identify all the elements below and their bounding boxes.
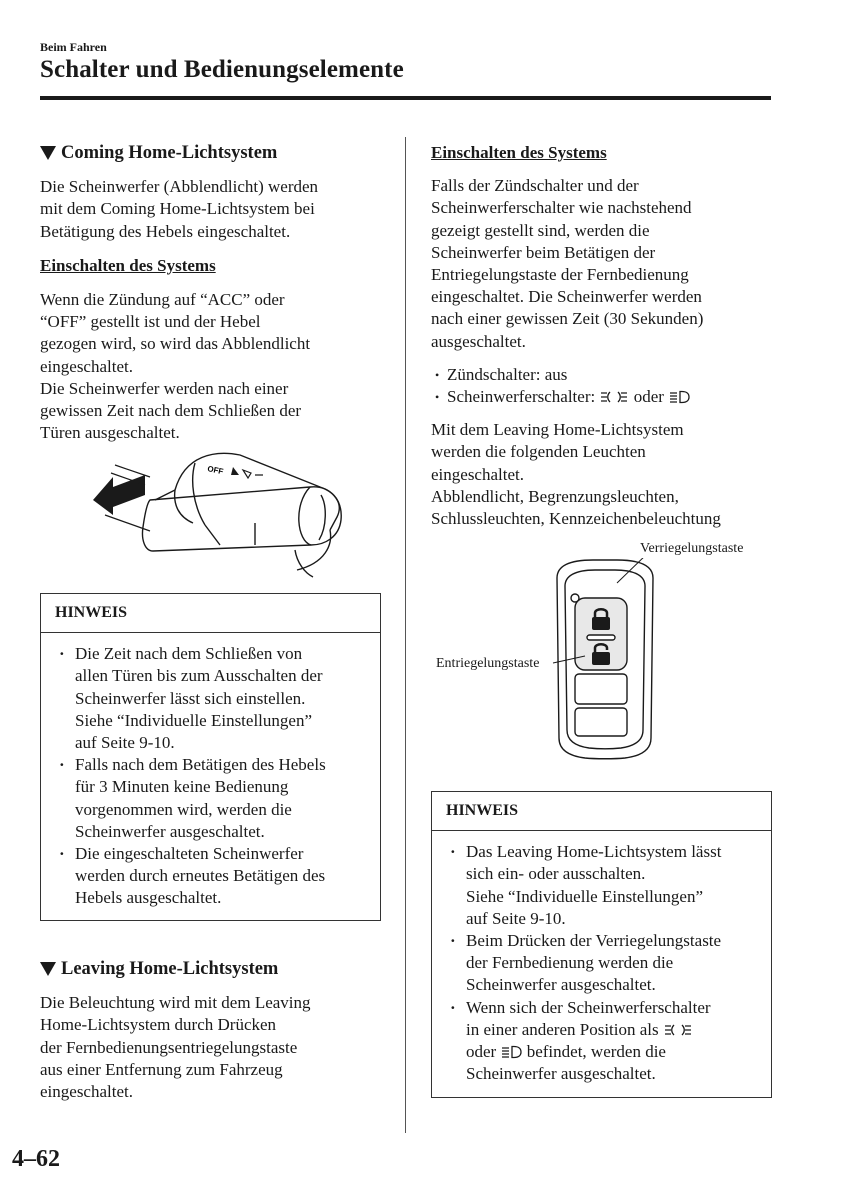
list-item [59, 754, 370, 843]
text-line: mit dem Coming Home-Lichtsystem bei [40, 199, 315, 219]
right-body [431, 175, 776, 353]
text-line: Scheinwerfer ausgeschaltet. [466, 975, 656, 995]
text-line: gezogen wird, so wird das Abblendlicht [40, 334, 311, 354]
triangle-bullet-icon [40, 146, 56, 160]
text-line: Wenn sich der Scheinwerferschalter [466, 997, 711, 1017]
lever-off-label: OFF [206, 464, 225, 477]
leaving-home-heading-text: Leaving Home-Lichtsystem [61, 959, 279, 979]
text-line: Schlussleuchten, Kennzeichenbeleuchtung [431, 509, 721, 529]
text-line: Scheinwerfer lässt sich einstellen. [75, 688, 306, 708]
list-item [435, 386, 776, 408]
text-line: Hebels ausgeschaltet. [75, 888, 222, 908]
triangle-bullet-icon [40, 962, 56, 976]
leaving-home-heading [40, 958, 385, 980]
text-line: werden durch erneutes Betätigen des [75, 866, 326, 886]
text-line: eingeschaltet. [40, 1082, 133, 1102]
text-line: Das Leaving Home-Lichtsystem lässt [466, 842, 722, 862]
hinweis-heading: HINWEIS [432, 792, 771, 831]
coming-home-intro [40, 176, 385, 243]
text-line: Mit dem Leaving Home-Lichtsystem [431, 420, 684, 440]
coming-home-heading-text: Coming Home-Lichtsystem [61, 143, 278, 163]
text-line: oder [633, 387, 664, 407]
hinweis-heading: HINWEIS [41, 594, 380, 633]
text-line: Die Scheinwerfer werden nach einer [40, 378, 289, 398]
text-line: auf Seite 9-10. [466, 908, 566, 928]
text-line: ausgeschaltet. [431, 331, 526, 351]
text-line: gezeigt gestellt sind, werden die [431, 220, 650, 240]
parking-light-icon [663, 1023, 693, 1037]
text-line: auf Seite 9-10. [75, 733, 175, 753]
text-line: aus einer Entfernung zum Fahrzeug [40, 1059, 283, 1079]
text-line: Die Beleuchtung wird mit dem Leaving [40, 993, 311, 1013]
list-item [450, 930, 761, 997]
text-line: für 3 Minuten keine Bedienung [75, 777, 289, 797]
text-line: gewissen Zeit nach dem Schließen der [40, 401, 302, 421]
text-line: eingeschaltet. [431, 464, 524, 484]
list-item [450, 997, 761, 1086]
text-line: allen Türen bis zum Ausschalten der [75, 666, 323, 686]
right-column [431, 142, 776, 530]
text-line: Scheinwerfer ausgeschaltet. [466, 1064, 656, 1084]
parking-light-icon [599, 390, 629, 404]
text-line: Siehe “Individuelle Einstellungen” [466, 886, 703, 906]
text-line: in einer anderen Position als [466, 1019, 659, 1039]
text-line: Home-Lichtsystem durch Drücken [40, 1015, 277, 1035]
title-rule [40, 96, 771, 100]
lock-button-callout: Verriegelungstaste [640, 541, 744, 556]
text-line: Scheinwerferschalter wie nachstehend [431, 198, 692, 218]
text-line: Scheinwerferschalter: [447, 387, 596, 407]
text-line: Die Zeit nach dem Schließen von [75, 644, 303, 664]
text-line: oder [466, 1042, 497, 1062]
page-title: Schalter und Bedienungselemente [40, 56, 404, 83]
list-item [59, 843, 370, 910]
text-line: “OFF” gestellt ist und der Hebel [40, 312, 261, 332]
text-line: sich ein- oder ausschalten. [466, 864, 646, 884]
text-line: Abblendlicht, Begrenzungsleuchten, [431, 486, 679, 506]
text-line: der Fernbedienungsentriegelungstaste [40, 1037, 298, 1057]
text-line: eingeschaltet. [40, 356, 133, 376]
text-line: vorgenommen wird, werden die [75, 799, 292, 819]
pull-arrow-icon [93, 475, 145, 515]
left-hinweis-box [40, 593, 381, 921]
text-line: Betätigung des Hebels eingeschaltet. [40, 221, 291, 241]
list-item: • Zündschalter: aus [435, 364, 776, 386]
light-lever-illustration [75, 445, 355, 580]
text-line: befindet, werden die [526, 1042, 666, 1062]
leaving-home-body [40, 992, 385, 1103]
text-line: werden die folgenden Leuchten [431, 442, 646, 462]
right-body-2 [431, 419, 776, 530]
text-line: Beim Drücken der Verriegelungstaste [466, 931, 722, 951]
condition-list [431, 364, 776, 408]
unlock-button-callout: Entriegelungstaste [436, 656, 540, 671]
text-line: Falls nach dem Betätigen des Hebels [75, 755, 326, 775]
text-line: Wenn die Zündung auf “ACC” oder [40, 290, 285, 310]
section-label: Beim Fahren [40, 40, 107, 54]
text-line: Siehe “Individuelle Einstellungen” [75, 710, 312, 730]
text-line: Falls der Zündschalter und der [431, 176, 639, 196]
page-number: 4–62 [12, 1146, 60, 1172]
coming-home-body [40, 289, 385, 444]
hinweis-list [41, 633, 380, 919]
text-line: nach einer gewissen Zeit (30 Sekunden) [431, 309, 704, 329]
leaving-home-section [40, 958, 385, 1103]
right-subheading: Einschalten des Systems [431, 143, 607, 162]
text-line: Scheinwerfer ausgeschaltet. [75, 821, 265, 841]
coming-home-heading [40, 142, 385, 164]
text-line: Scheinwerfer beim Betätigen der [431, 242, 656, 262]
list-item [450, 841, 761, 930]
list-item [59, 643, 370, 754]
low-beam-icon [500, 1045, 522, 1059]
text-line: eingeschaltet. Die Scheinwerfer werden [431, 287, 702, 307]
right-hinweis-box [431, 791, 772, 1098]
low-beam-icon [668, 390, 690, 404]
key-fob-illustration [545, 558, 665, 763]
text-line: der Fernbedienung werden die [466, 953, 674, 973]
text-line: Die eingeschalteten Scheinwerfer [75, 844, 304, 864]
text-line: Türen ausgeschaltet. [40, 423, 180, 443]
hinweis-list [432, 831, 771, 1095]
text-line: Entriegelungstaste der Fernbedienung [431, 265, 689, 285]
left-column [40, 142, 385, 444]
coming-home-subheading: Einschalten des Systems [40, 255, 216, 275]
column-divider [405, 137, 406, 1133]
text-line: Die Scheinwerfer (Abblendlicht) werden [40, 177, 319, 197]
